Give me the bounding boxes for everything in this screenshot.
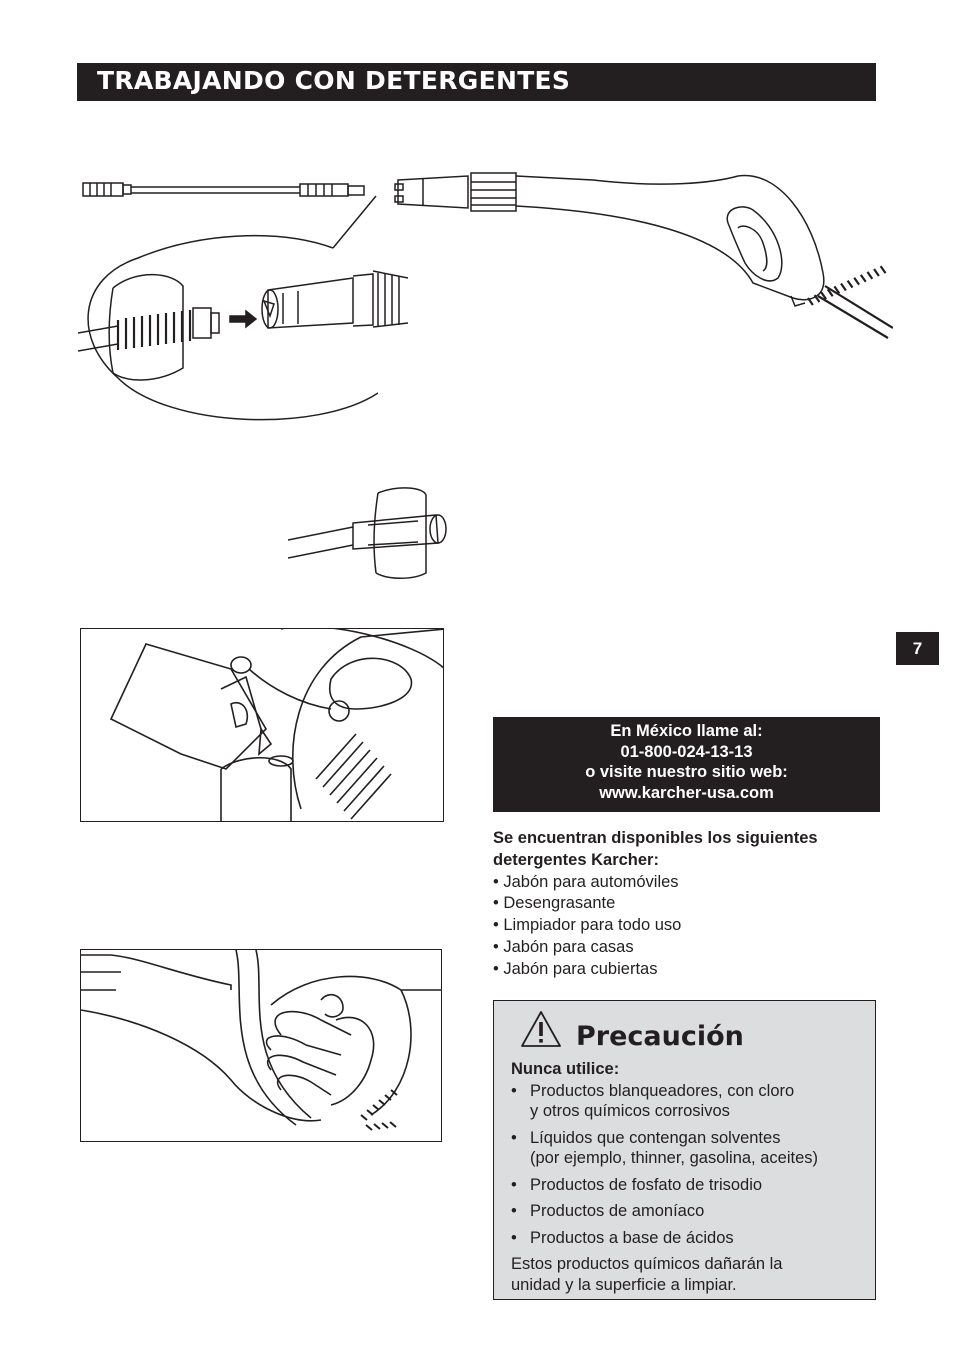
list-item: • Desengrasante xyxy=(493,894,616,913)
caution-footer-line: Estos productos químicos dañarán la xyxy=(511,1255,783,1273)
spray-gun-illustration xyxy=(393,168,893,348)
section-header-bar xyxy=(77,63,876,101)
bullet: • xyxy=(511,1128,517,1147)
caution-content xyxy=(511,1059,871,1295)
contact-website: www.karcher-usa.com xyxy=(599,783,774,802)
list-item: • Jabón para casas xyxy=(493,937,634,956)
detergent-list xyxy=(493,828,893,981)
caution-item xyxy=(511,1228,871,1249)
bullet: • xyxy=(511,1202,517,1220)
wand-tip-clamp-illustration xyxy=(288,485,453,585)
caution-item-line: Productos de amoníaco xyxy=(530,1202,705,1220)
contact-line-call: En México llame al: xyxy=(610,722,763,740)
caution-title: Precaución xyxy=(576,1021,744,1052)
hand-grip-illustration xyxy=(80,949,442,1142)
bullet: • xyxy=(511,1228,517,1247)
caution-item-line: (por ejemplo, thinner, gasolina, aceites) xyxy=(530,1149,818,1167)
contact-line-visit: o visite nuestro sitio web: xyxy=(585,763,788,781)
caution-item xyxy=(511,1128,871,1169)
caution-item-line: Productos a base de ácidos xyxy=(530,1228,734,1247)
caution-item xyxy=(511,1175,871,1196)
warning-triangle-icon xyxy=(520,1010,562,1048)
contact-phone: 01-800-024-13-13 xyxy=(620,742,753,761)
list-item: • Limpiador para todo uso xyxy=(493,916,682,935)
list-item: • Jabón para cubiertas xyxy=(493,959,658,978)
caution-item-line: Productos blanqueadores, con cloro xyxy=(530,1081,795,1100)
caution-item-line: Líquidos que contengan solventes xyxy=(530,1128,781,1147)
caution-footer-line: unidad y la superficie a limpiar. xyxy=(511,1275,737,1294)
caution-item xyxy=(511,1081,871,1122)
pour-detergent-illustration xyxy=(80,628,444,822)
bullet: • xyxy=(511,1175,517,1194)
page-number-tab: 7 xyxy=(896,632,939,665)
detergent-intro-line2: detergentes Karcher: xyxy=(493,850,659,869)
page-title: TRABAJANDO CON DETERGENTES xyxy=(97,66,571,95)
bullet: • xyxy=(511,1081,517,1100)
caution-item xyxy=(511,1201,871,1222)
caution-footer xyxy=(511,1254,871,1295)
detergent-intro-line1: Se encuentran disponibles los siguientes xyxy=(493,829,818,847)
nozzle-detail-illustration xyxy=(258,268,413,343)
contact-info-box xyxy=(493,717,880,812)
caution-item-line: Productos de fosfato de trisodio xyxy=(530,1175,763,1194)
caution-lead: Nunca utilice: xyxy=(511,1060,620,1078)
caution-box xyxy=(493,1000,876,1300)
list-item: • Jabón para automóviles xyxy=(493,872,679,891)
caution-item-line: y otros químicos corrosivos xyxy=(530,1102,730,1120)
